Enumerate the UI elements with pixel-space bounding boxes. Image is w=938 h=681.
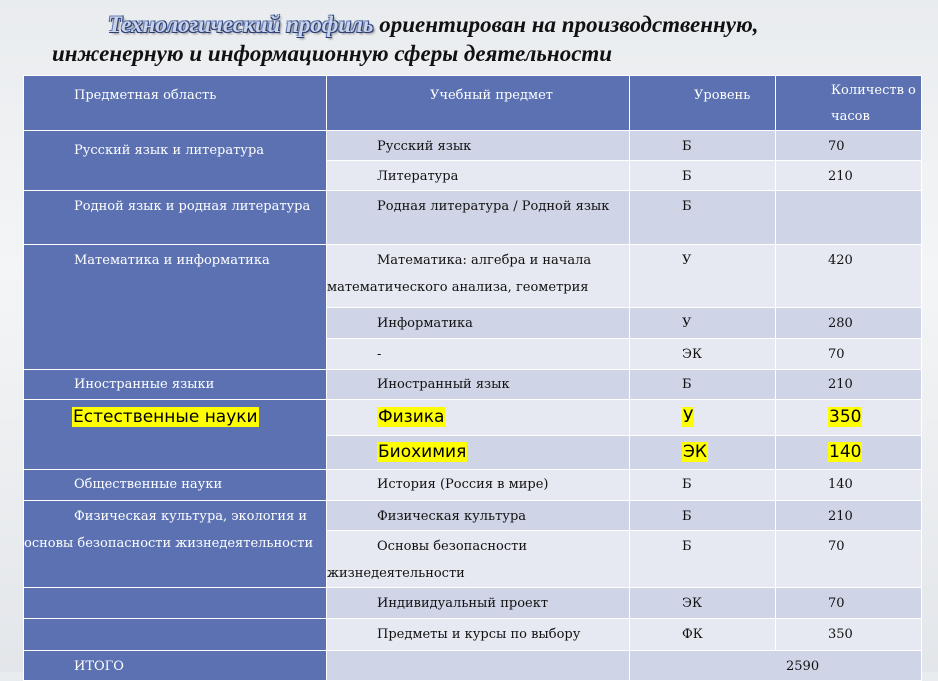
hours-cell: 70 [776, 588, 922, 619]
hours-cell [776, 191, 922, 245]
table-row [24, 191, 922, 245]
table-row [24, 588, 922, 619]
hours-cell: 210 [776, 161, 922, 191]
total-label-cell: ИТОГО [24, 651, 327, 681]
subject-cell: Основы безопасности жизнедеятельности [327, 531, 630, 588]
highlighted-area: Естественные науки [73, 407, 258, 427]
level-cell: ФК [630, 619, 776, 651]
title-rest: ориентирован на производственную, [373, 12, 759, 37]
level-cell: У [630, 308, 776, 339]
subject-cell: - [327, 339, 630, 370]
header-hours: Количеств о часов [776, 76, 922, 131]
level-cell: Б [630, 531, 776, 588]
subject-cell: История (Россия в мире) [327, 470, 630, 501]
title-highlight: Технологический профиль [108, 12, 374, 37]
level-cell: ЭК [630, 436, 776, 470]
area-cell: Родной язык и родная литература [24, 191, 327, 245]
subject-cell: Русский язык [327, 131, 630, 161]
level-cell: Б [630, 191, 776, 245]
subject-cell: Родная литература / Родной язык [327, 191, 630, 245]
area-cell [24, 400, 327, 470]
subject-cell: Литература [327, 161, 630, 191]
area-cell: Иностранные языки [24, 370, 327, 400]
hours-cell: 350 [776, 400, 922, 436]
area-cell [24, 619, 327, 651]
hours-cell: 280 [776, 308, 922, 339]
subject-cell: Физика [327, 400, 630, 436]
curriculum-table [23, 75, 922, 681]
subject-cell: Биохимия [327, 436, 630, 470]
header-subject: Учебный предмет [327, 76, 630, 131]
subject-cell: Индивидуальный проект [327, 588, 630, 619]
table-header-row [24, 76, 922, 131]
header-area: Предметная область [24, 76, 327, 131]
total-empty-cell [327, 651, 630, 681]
subject-cell: Физическая культура [327, 501, 630, 531]
level-cell: ЭК [630, 588, 776, 619]
table-row-highlighted [24, 400, 922, 436]
area-cell: Русский язык и литература [24, 131, 327, 191]
subject-cell: Информатика [327, 308, 630, 339]
table-row [24, 470, 922, 501]
header-level: Уровень [630, 76, 776, 131]
level-cell: Б [630, 470, 776, 501]
area-cell: Математика и информатика [24, 245, 327, 370]
level-cell: Б [630, 501, 776, 531]
hours-cell: 210 [776, 501, 922, 531]
table-row [24, 619, 922, 651]
hours-cell: 420 [776, 245, 922, 308]
total-hours-cell: 2590 [630, 651, 922, 681]
level-cell: Б [630, 131, 776, 161]
hours-cell: 70 [776, 531, 922, 588]
level-cell: У [630, 400, 776, 436]
subject-cell: Предметы и курсы по выбору [327, 619, 630, 651]
level-cell: ЭК [630, 339, 776, 370]
subject-cell: Математика: алгебра и начала математического анализа, геометрия [327, 245, 630, 308]
hours-cell: 350 [776, 619, 922, 651]
title-line-2: инженерную и информационную сферы деятельности [52, 41, 613, 66]
table-total-row [24, 651, 922, 681]
table-row [24, 131, 922, 161]
hours-cell: 210 [776, 370, 922, 400]
hours-cell: 70 [776, 339, 922, 370]
area-cell: Общественные науки [24, 470, 327, 501]
table-row [24, 245, 922, 308]
level-cell: Б [630, 370, 776, 400]
hours-cell: 140 [776, 470, 922, 501]
hours-cell: 70 [776, 131, 922, 161]
subject-cell: Иностранный язык [327, 370, 630, 400]
level-cell: У [630, 245, 776, 308]
area-cell [24, 588, 327, 619]
table-row [24, 501, 922, 531]
area-cell: Физическая культура, экология и основы безопасности жизнедеятельности [24, 501, 327, 588]
page-title [0, 10, 938, 68]
hours-cell: 140 [776, 436, 922, 470]
level-cell: Б [630, 161, 776, 191]
table-row [24, 370, 922, 400]
